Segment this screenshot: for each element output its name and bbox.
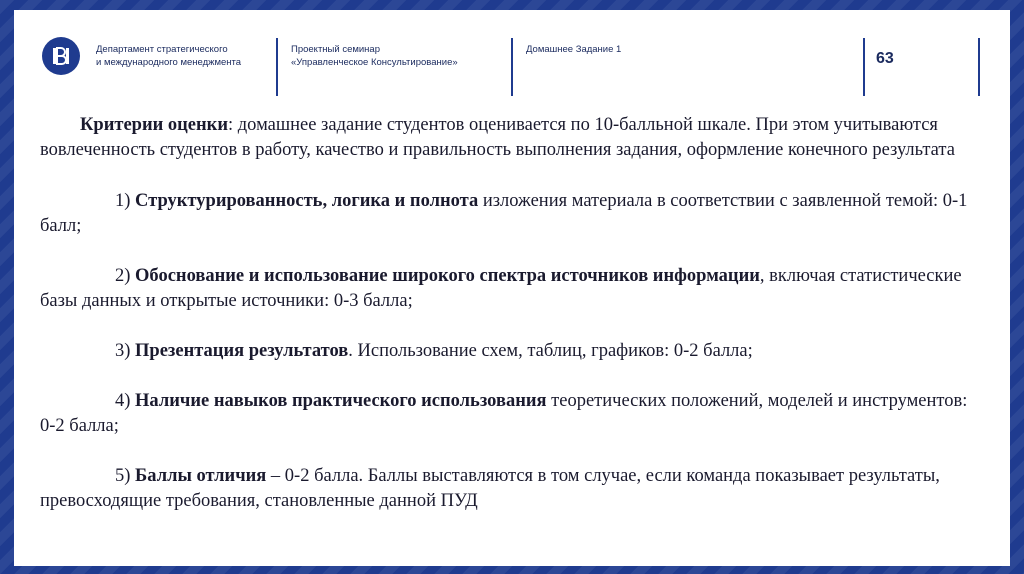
criterion-item: 5) Баллы отличия – 0-2 балла. Баллы выставляются в том случае, если команда показывает результаты, превосходящие требования, становленные данной ПУД — [40, 466, 940, 511]
homework-title: Домашнее Задание 1 — [526, 44, 622, 55]
page-number: 63 — [876, 50, 894, 67]
slide — [14, 10, 1010, 566]
seminar-label: Проектный семинар «Управленческое Консультирование» — [291, 44, 458, 68]
hse-logo-icon — [42, 37, 80, 75]
criterion-item: 3) Презентация результатов. Использование схем, таблиц, графиков: 0-2 балла; — [115, 341, 753, 361]
department-label: Департамент стратегического и международного менеджмента — [96, 44, 242, 68]
header-divider — [978, 38, 980, 96]
intro-paragraph: Критерии оценки: домашнее задание студентов оценивается по 10-балльной шкале. При этом учитываются вовлеченность студентов в работу, качество и правильность выполнения задания, оформление конечного результата — [40, 115, 955, 160]
header-divider — [276, 38, 278, 96]
criteria-content — [40, 113, 980, 514]
criterion-item: 2) Обоснование и использование широкого спектра источников информации, включая статистические базы данных и открытые источники: 0-3 балла; — [40, 266, 962, 311]
header-divider — [511, 38, 513, 96]
criterion-item: 4) Наличие навыков практического использования теоретических положений, моделей и инструментов: 0-2 балла; — [40, 391, 968, 436]
header-divider — [863, 38, 865, 96]
criterion-item: 1) Структурированность, логика и полнота изложения материала в соответствии с заявленной темой: 0-1 балл; — [40, 191, 968, 236]
